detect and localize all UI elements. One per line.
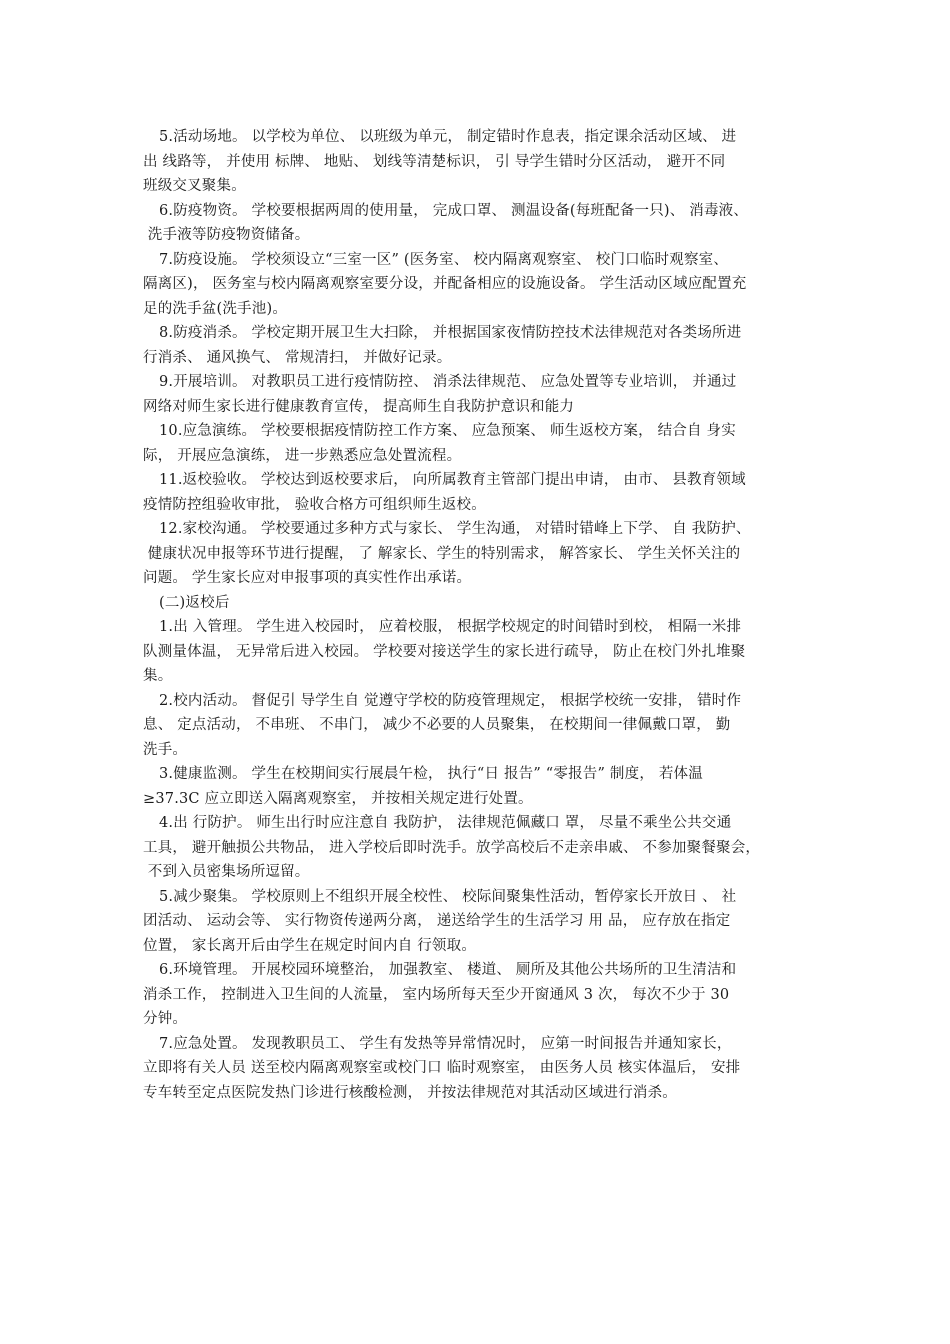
text-line: 1.出 入管理。 学生进入校园时， 应着校服， 根据学校规定的时间错时到校， 相隔一米排 <box>159 619 742 635</box>
text-line: 立即将有关人员 送至校内隔离观察室或校门口 临时观察室， 由医务人员 核实体温后， 安排 <box>143 1060 741 1076</box>
text-line: 洗手。 <box>143 741 188 758</box>
text-line: 团活动、 运动会等、 实行物资传递两分离， 递送给学生的生活学习 用 品， 应存放在指定 <box>143 913 731 929</box>
document-body <box>143 125 815 1105</box>
text-line: 4.出 行防护。 师生出行时应注意自 我防护， 法律规范佩藏口 罩， 尽量不乘坐公共交通 <box>159 815 732 831</box>
text-line: 2.校内活动。 督促引 导学生自 觉遵守学校的防疫管理规定， 根据学校统一安排， 错时作 <box>159 692 742 709</box>
text-line: 班级交叉聚集。 <box>143 178 246 194</box>
text-line: 工具， 避开触损公共物品， 进入学校后即时洗手。放学高校后不走亲串戚、 不参加聚餐聚会， <box>143 839 761 856</box>
text-line: 息、 定点活动， 不串班、 不串门， 减少不必要的人员聚集， 在校期间一律佩戴口罩， 勤 <box>143 717 731 733</box>
text-line: 洗手液等防疫物资储备。 <box>143 227 310 243</box>
text-line: 隔离区)， 医务室与校内隔离观察室要分设，并配备相应的设施设备。 学生活动区域应配置充 <box>143 276 747 292</box>
text-line: 7.应急处置。 发现教职员工、 学生有发热等异常情况时， 应第一时间报告并通知家长， <box>159 1035 732 1052</box>
text-line: (二)返校后 <box>159 594 230 611</box>
text-line: 际， 开展应急演练， 进一步熟悉应急处置流程。 <box>143 447 462 464</box>
text-line: 10.应急演练。 学校要根据疫情防控工作方案、 应急预案、 师生返校方案， 结合自 身实 <box>159 423 736 439</box>
text-line: 疫情防控组验收审批， 验收合格方可组织师生返校。 <box>143 496 486 513</box>
text-line: 专车转至定点医院发热门诊进行核酸检测， 并按法律规范对其活动区域进行消杀。 <box>143 1084 678 1101</box>
text-line: ≥37.3C 应立即送入隔离观察室， 并按相关规定进行处置。 <box>143 790 533 807</box>
text-line: 足的洗手盆(洗手池)。 <box>143 300 288 317</box>
text-line: 6.环境管理。 开展校园环境整治， 加强教室、 楼道、 厕所及其他公共场所的卫生清洁和 <box>159 962 737 978</box>
text-line: 6.防疫物资。 学校要根据两周的使用量， 完成口罩、 测温设备(每班配备一只)、 消毒液、 <box>159 202 749 219</box>
text-line: 健康状况申报等环节进行提醒， 了 解家长、学生的特别需求， 解答家长、 学生关怀关注的 <box>143 545 741 562</box>
text-line: 11.返校验收。 学校达到返校要求后， 向所属教育主管部门提出申请， 由市、 县教育领域 <box>159 472 746 488</box>
text-line: 分钟。 <box>143 1011 188 1027</box>
text-line: 5.减少聚集。 学校原则上不组织开展全校性、 校际间聚集性活动，暂停家长开放日 、 社 <box>159 888 737 905</box>
text-line: 队测量体温， 无异常后进入校园。 学校要对接送学生的家长进行疏导， 防止在校门外扎堆聚 <box>143 643 746 660</box>
text-line: 9.开展培训。 对教职员工进行疫情防控、 消杀法律规范、 应急处置等专业培训， 并通过 <box>159 374 737 390</box>
text-line: 问题。 学生家长应对申报事项的真实性作出承诺。 <box>143 570 472 586</box>
text-line: 集。 <box>143 668 173 684</box>
text-line: 5.活动场地。 以学校为单位、 以班级为单元， 制定错时作息表，指定课余活动区域、 进 <box>159 129 737 145</box>
text-line: 网络对师生家长进行健康教育宣传， 提高师生自我防护意识和能力 <box>143 398 575 415</box>
text-line: 3.健康监测。 学生在校期间实行展晨午检， 执行“日 报告” “零报告” 制度， 若体温 <box>159 766 703 782</box>
text-line: 不到入员密集场所逗留。 <box>143 864 310 880</box>
text-line: 12.家校沟通。 学校要通过多种方式与家长、 学生沟通， 对错时错峰上下学、 自 我防护、 <box>159 521 751 537</box>
text-line: 8.防疫消杀。 学校定期开展卫生大扫除， 并根据国家夜情防控技术法律规范对各类场所进 <box>159 325 742 341</box>
text-line: 消杀工作， 控制进入卫生间的人流量， 室内场所每天至少开窗通风 3 次， 每次不少于 30 <box>143 986 730 1003</box>
text-line: 位置， 家长离开后由学生在规定时间内自 行领取。 <box>143 937 477 954</box>
text-line: 行消杀、 通风换气、 常规清扫， 并做好记录。 <box>143 349 452 366</box>
text-line: 出 线路等， 并使用 标牌、 地贴、 划线等清楚标识， 引 导学生错时分区活动， 避开不同 <box>143 153 726 170</box>
text-line: 7.防疫设施。 学校须设立“三室一区” (医务室、 校内隔离观察室、 校门口临时观察室、 <box>159 251 729 268</box>
